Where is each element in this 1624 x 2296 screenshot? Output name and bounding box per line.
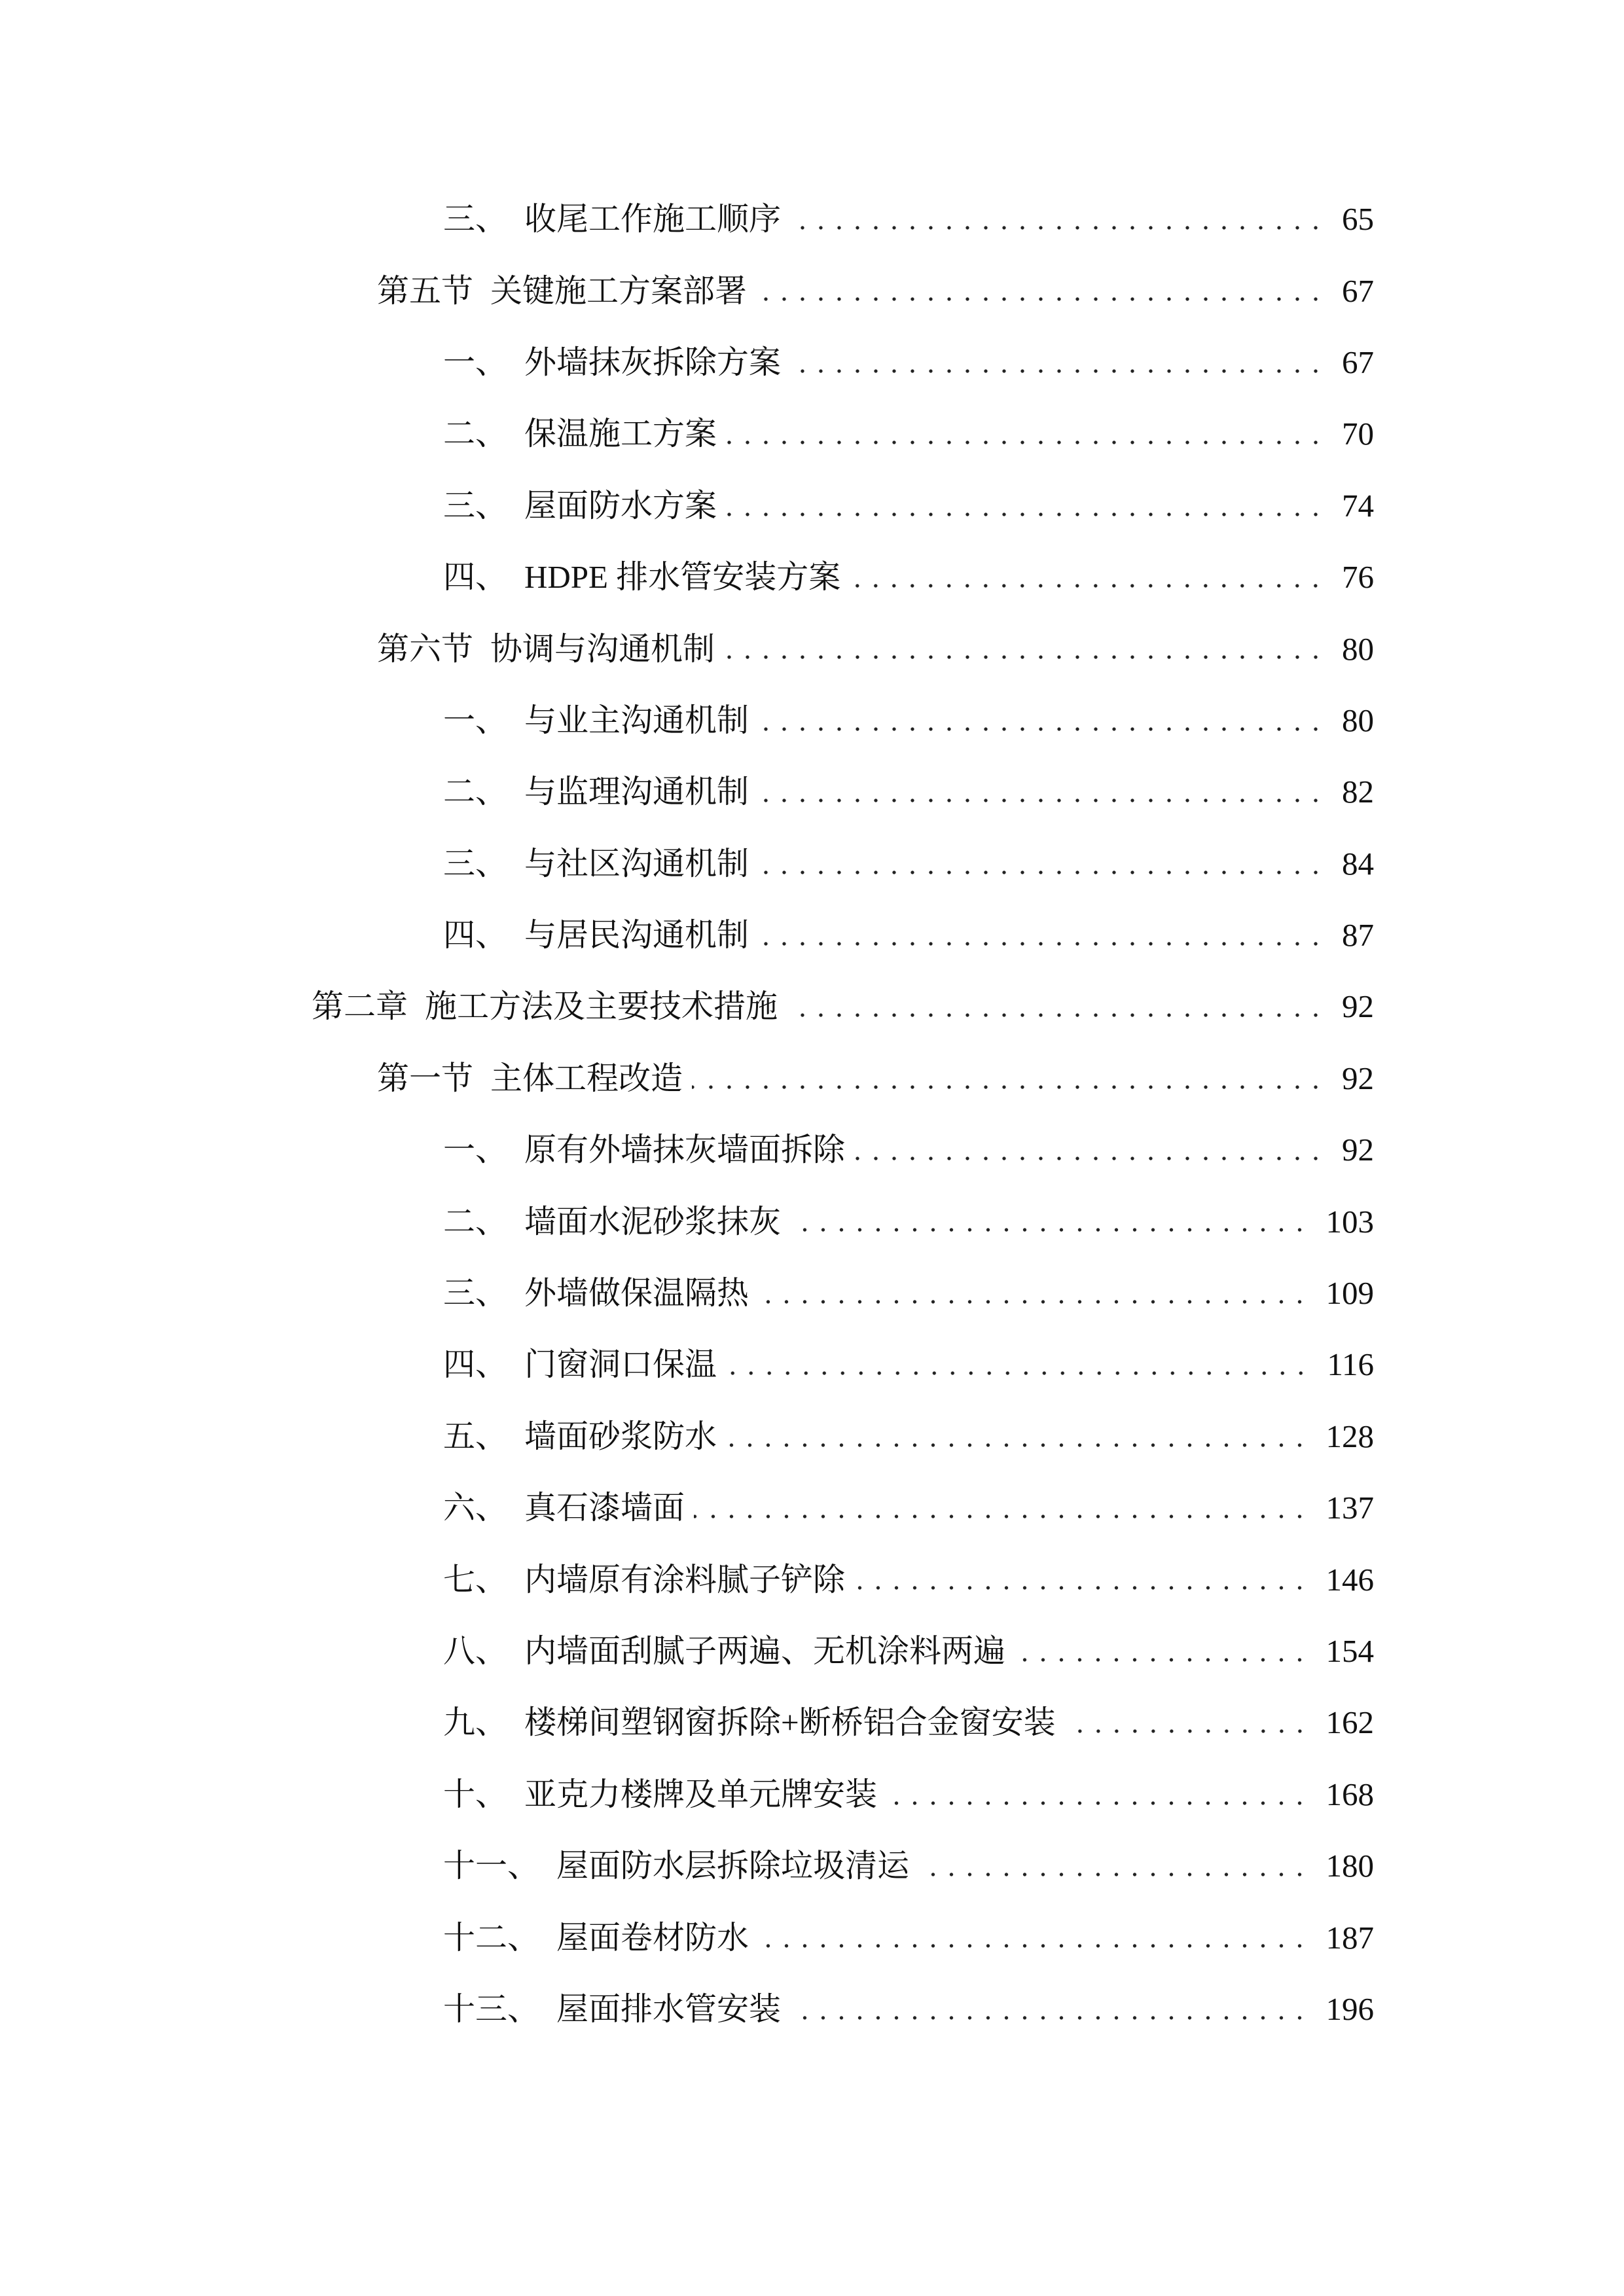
toc-entry-title: 收尾工作施工顺序: [524, 201, 782, 238]
toc-item-entry[interactable]: [0, 1615, 1374, 1687]
toc-item-entry[interactable]: [0, 183, 1374, 255]
toc-entry-number: 十、: [443, 1776, 508, 1812]
toc-leader-dots: [756, 255, 1325, 326]
toc-page-number: 154: [1326, 1633, 1374, 1669]
toc-entry-title: HDPE 排水管安装方案: [524, 559, 841, 596]
toc-entry-number: 四、: [443, 917, 508, 954]
toc-leader-dots: [790, 1973, 1308, 2045]
toc-leader-dots: [758, 1257, 1308, 1329]
toc-page-number: 187: [1326, 1919, 1374, 1956]
toc-leader-dots: [787, 971, 1325, 1042]
toc-item-entry[interactable]: [0, 1257, 1374, 1329]
toc-entry-number: 八、: [443, 1633, 508, 1669]
toc-entry-title: 主体工程改造: [490, 1060, 683, 1096]
toc-entry-title: 真石漆墙面: [524, 1490, 685, 1526]
toc-leader-dots: [692, 1043, 1325, 1114]
toc-leader-dots: [918, 1830, 1308, 1901]
toc-entry-number: 十二、: [443, 1919, 540, 1956]
toc-item-entry[interactable]: [0, 1472, 1374, 1543]
toc-entry-title: 屋面排水管安装: [556, 1990, 782, 2027]
toc-entry-number: 三、: [443, 487, 508, 524]
toc-entry-title: 内墙原有涂料腻子铲除: [524, 1561, 846, 1598]
toc-item-entry[interactable]: [0, 899, 1374, 971]
toc-page-number: 74: [1342, 487, 1374, 524]
toc-page-number: 87: [1342, 917, 1374, 954]
toc-item-entry[interactable]: [0, 1401, 1374, 1472]
toc-entry-title: 原有外墙抹灰墙面拆除: [524, 1132, 846, 1168]
toc-page-number: 67: [1342, 272, 1374, 309]
toc-entry-number: 第一节: [377, 1060, 474, 1096]
toc-section-entry[interactable]: [0, 1043, 1374, 1114]
toc-page-number: 82: [1342, 774, 1374, 810]
toc-item-entry[interactable]: [0, 1114, 1374, 1185]
toc-entry-title: 墙面砂浆防水: [524, 1418, 717, 1454]
toc-page-number: 92: [1342, 1132, 1374, 1168]
toc-item-entry[interactable]: [0, 470, 1374, 541]
toc-leader-dots: [726, 1401, 1308, 1472]
toc-item-entry[interactable]: [0, 1185, 1374, 1257]
toc-entry-title: 内墙面刮腻子两遍、无机涂料两遍: [524, 1633, 1006, 1669]
toc-page-number: 92: [1342, 988, 1374, 1025]
toc-item-entry[interactable]: [0, 1687, 1374, 1758]
toc-entry-number: 六、: [443, 1490, 508, 1526]
toc-entry-number: 二、: [443, 416, 508, 452]
toc-entry-title: 外墙做保温隔热: [524, 1275, 749, 1312]
toc-entry-title: 楼梯间塑钢窗拆除+断桥铝合金窗安装: [524, 1704, 1056, 1741]
toc-entry-number: 十三、: [443, 1990, 540, 2027]
toc-section-entry[interactable]: [0, 255, 1374, 326]
toc-page-number: 65: [1342, 201, 1374, 238]
toc-entry-number: 三、: [443, 201, 508, 238]
toc-entry-number: 第五节: [377, 272, 474, 309]
toc-page-number: 137: [1326, 1490, 1374, 1526]
toc-leader-dots: [790, 327, 1325, 398]
toc-leader-dots: [726, 398, 1325, 469]
toc-item-entry[interactable]: [0, 756, 1374, 827]
toc-page-number: 80: [1342, 702, 1374, 738]
toc-item-entry[interactable]: [0, 1543, 1374, 1615]
toc-leader-dots: [758, 1901, 1308, 1973]
toc-entry-number: 二、: [443, 1203, 508, 1240]
toc-item-entry[interactable]: [0, 1901, 1374, 1973]
toc-entry-title: 屋面卷材防水: [556, 1919, 749, 1956]
toc-entry-title: 保温施工方案: [524, 416, 717, 452]
toc-entry-number: 第六节: [377, 630, 474, 667]
toc-page-number: 196: [1326, 1990, 1374, 2027]
toc-leader-dots: [758, 756, 1325, 827]
toc-page-number: 76: [1342, 559, 1374, 596]
toc-page-number: 103: [1326, 1203, 1374, 1240]
toc-entry-number: 五、: [443, 1418, 508, 1454]
toc-entry-title: 协调与沟通机制: [490, 630, 715, 667]
toc-entry-number: 七、: [443, 1561, 508, 1598]
toc-entry-number: 四、: [443, 559, 508, 596]
toc-page-number: 162: [1326, 1704, 1374, 1741]
toc-page-number: 70: [1342, 416, 1374, 452]
toc-entry-title: 墙面水泥砂浆抹灰: [524, 1203, 782, 1240]
toc-page-number: 146: [1326, 1561, 1374, 1598]
table-of-contents: [0, 183, 1374, 2045]
toc-item-entry[interactable]: [0, 327, 1374, 398]
toc-entry-title: 施工方法及主要技术措施: [425, 988, 778, 1025]
toc-entry-number: 二、: [443, 774, 508, 810]
toc-entry-title: 与社区沟通机制: [524, 845, 749, 882]
toc-entry-number: 九、: [443, 1704, 508, 1741]
toc-leader-dots: [724, 613, 1325, 684]
toc-entry-number: 一、: [443, 702, 508, 738]
toc-entry-title: 与居民沟通机制: [524, 917, 749, 954]
toc-page-number: 67: [1342, 344, 1374, 380]
toc-entry-number: 第二章: [312, 988, 408, 1025]
toc-entry-title: 与监理沟通机制: [524, 774, 749, 810]
toc-entry-title: 与业主沟通机制: [524, 702, 749, 738]
toc-page-number: 84: [1342, 845, 1374, 882]
toc-item-entry[interactable]: [0, 828, 1374, 899]
toc-chapter-entry[interactable]: [0, 971, 1374, 1042]
toc-leader-dots: [726, 1329, 1310, 1400]
toc-page-number: 168: [1326, 1776, 1374, 1812]
toc-entry-title: 关键施工方案部署: [490, 272, 748, 309]
toc-leader-dots: [726, 470, 1325, 541]
toc-entry-number: 一、: [443, 344, 508, 380]
toc-leader-dots: [790, 1185, 1308, 1257]
toc-item-entry[interactable]: [0, 1830, 1374, 1901]
toc-page-number: 128: [1326, 1418, 1374, 1454]
toc-entry-title: 屋面防水方案: [524, 487, 717, 524]
toc-leader-dots: [1015, 1615, 1308, 1687]
toc-section-entry[interactable]: [0, 613, 1374, 684]
toc-leader-dots: [758, 685, 1325, 756]
toc-entry-number: 三、: [443, 845, 508, 882]
toc-leader-dots: [886, 1759, 1308, 1830]
toc-page-number: 116: [1327, 1346, 1374, 1383]
toc-item-entry[interactable]: [0, 685, 1374, 756]
toc-leader-dots: [790, 183, 1325, 255]
toc-page-number: 92: [1342, 1060, 1374, 1096]
toc-leader-dots: [1065, 1687, 1309, 1758]
toc-page-number: 180: [1326, 1848, 1374, 1884]
toc-entry-number: 四、: [443, 1346, 508, 1383]
toc-entry-number: 一、: [443, 1132, 508, 1168]
toc-entry-title: 亚克力楼牌及单元牌安装: [524, 1776, 878, 1812]
toc-leader-dots: [758, 828, 1325, 899]
toc-page-number: 109: [1326, 1275, 1374, 1312]
toc-leader-dots: [758, 899, 1325, 971]
toc-item-entry[interactable]: [0, 541, 1374, 613]
toc-leader-dots: [850, 541, 1325, 613]
toc-item-entry[interactable]: [0, 1329, 1374, 1400]
toc-entry-number: 三、: [443, 1275, 508, 1312]
toc-item-entry[interactable]: [0, 1759, 1374, 1830]
toc-item-entry[interactable]: [0, 1973, 1374, 2045]
toc-item-entry[interactable]: [0, 398, 1374, 469]
toc-leader-dots: [694, 1472, 1308, 1543]
toc-entry-title: 外墙抹灰拆除方案: [524, 344, 782, 380]
toc-entry-title: 门窗洞口保温: [524, 1346, 717, 1383]
toc-entry-number: 十一、: [443, 1848, 540, 1884]
toc-page-number: 80: [1342, 630, 1374, 667]
toc-entry-title: 屋面防水层拆除垃圾清运: [556, 1848, 910, 1884]
toc-leader-dots: [854, 1543, 1308, 1615]
toc-leader-dots: [854, 1114, 1325, 1185]
